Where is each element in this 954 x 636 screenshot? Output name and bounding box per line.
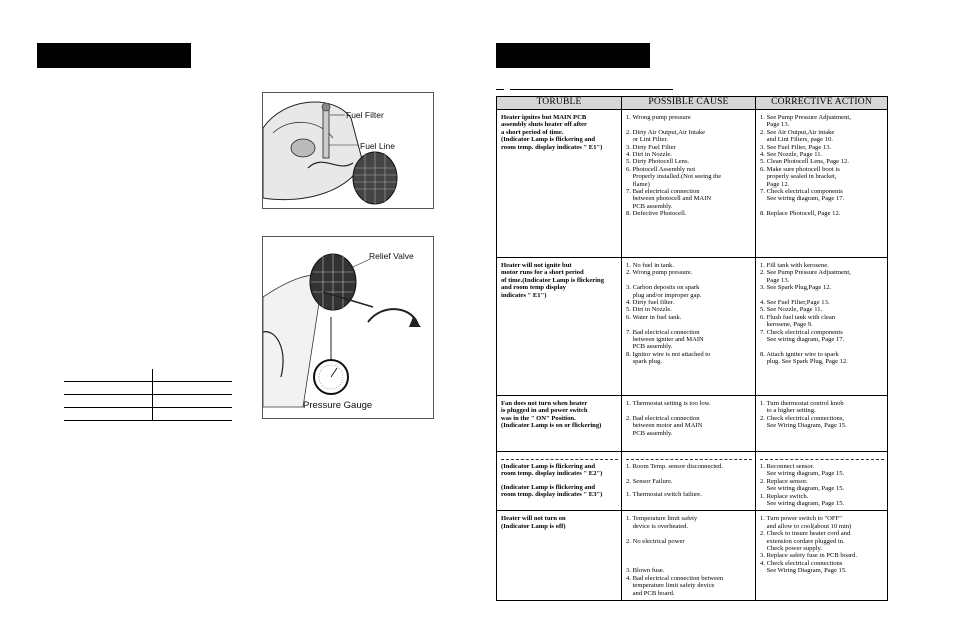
cell-text-line: 5. See Nozzle, Page 11.	[760, 306, 823, 314]
header-corrective-action: CORRECTIVE ACTION	[756, 97, 888, 110]
table-header-row	[497, 97, 888, 110]
fuel-line-label: Fuel Line	[360, 141, 395, 151]
cell-text-line: 4. See Fuel Filter,Page 13.	[760, 299, 830, 307]
cell-text-line: 1. Replace switch.	[760, 492, 809, 500]
cell-text-line: spark plug.	[626, 358, 662, 366]
table-row	[64, 369, 232, 382]
cell-text-line: Properly installed.(Not seeing the	[626, 173, 722, 181]
cell-text-line: 2. Check electrical connections,	[760, 414, 845, 422]
cause-e2	[626, 463, 752, 485]
cell-text-line: Page 13.	[760, 276, 790, 284]
cell-text-line: 3. Replace safety fuse in PCB board.	[760, 552, 858, 560]
cell-text-line: of time.(Indicator Lamp is flickering	[501, 276, 604, 284]
cell-text-line: 3. See Fuel Filter, Page 13.	[760, 143, 832, 151]
trouble-cell	[497, 258, 622, 396]
cell-text-line: 8. Attach igniter wire to spark	[760, 350, 839, 358]
cell-text-line: Heater ignites but MAIN PCB	[501, 114, 587, 121]
cell-text-line: plug. See Spark Plug, Page 12.	[760, 358, 848, 366]
cell-text-line: room temp. display indicates " E1")	[501, 143, 603, 151]
cause-cell	[622, 396, 756, 452]
dashed-separator	[760, 459, 884, 460]
action-cell	[756, 511, 888, 600]
cell-text-line: and Lint Filters, page 10.	[760, 136, 833, 144]
cell-text-line: 2. Wrong pump pressure.	[626, 269, 693, 277]
cell-text-line: See Wiring Diagram, Page 15.	[760, 567, 847, 575]
cell-text-line: and room temp display	[501, 284, 566, 292]
cell-text-line: 2. Replace sensor.	[760, 477, 808, 485]
cell-text-line: 1. Thermostat setting is too low.	[626, 400, 711, 407]
trouble-cell	[497, 110, 622, 258]
cell-text-line: PCB assembly.	[626, 202, 673, 210]
cell-text-line: 5. Dirty Photocell Lens.	[626, 158, 690, 166]
dashed-separator	[626, 459, 752, 460]
cell-text-line: and PCB board.	[626, 589, 675, 597]
table-row	[64, 408, 232, 421]
cell-text-line	[626, 545, 752, 552]
table-row	[497, 258, 888, 396]
troubleshooting-table	[496, 96, 888, 601]
cell-text-line: 2. No electrical power	[626, 537, 685, 545]
cell-text-line: 1. Room Temp. sensor disconnected.	[626, 463, 724, 470]
cell-text-line: between photocell and MAIN	[626, 195, 712, 203]
fuel-filter-label: Fuel Filter	[346, 110, 384, 120]
cell-text-line: See wiring diagram, Page 15.	[760, 470, 845, 478]
action-cell	[756, 396, 888, 452]
cell-text-line	[626, 407, 752, 414]
cell-text-line	[760, 343, 884, 350]
cell-text-line: 1. Reconnect sensor.	[760, 463, 815, 470]
cell-text-line: 4. See Nozzle, Page 11.	[760, 151, 823, 159]
table-row	[64, 382, 232, 395]
cell-text-line: indicates " E1")	[501, 291, 547, 299]
cell-text-line: Page 12.	[760, 180, 790, 188]
cell-text-line: 1. See Pump Pressure Adjustment,	[760, 114, 851, 121]
action-e2	[760, 463, 884, 493]
action-cell	[756, 110, 888, 258]
action-cell	[756, 258, 888, 396]
header-possible-cause: POSSIBLE CAUSE	[622, 97, 756, 110]
cell-text-line: is plugged in and power switch	[501, 407, 588, 415]
action-e3	[760, 493, 884, 508]
trouble-e3	[501, 484, 618, 499]
cell-text-line: 2. Dirty Air Output,Air Intake	[626, 128, 706, 136]
cause-cell	[622, 110, 756, 258]
cell-text-line: 2. Check to insure heater cord and	[760, 530, 851, 538]
cell-text-line: room temp. display indicates " E2")	[501, 470, 603, 478]
cell-text-line	[626, 321, 752, 328]
cell-text-line: 1. Wrong pump pressure	[626, 114, 691, 121]
cell-text-line: assembly shuts heater off after	[501, 121, 587, 129]
cell-text-line: 4. Dirty fuel filter.	[626, 299, 675, 307]
pressure-spec-table	[64, 369, 232, 421]
cell-text-line: 1. No fuel in tank.	[626, 262, 674, 269]
cell-text-line: See wiring diagram, Page 15.	[760, 500, 845, 508]
cell-text-line: device is overheated.	[626, 522, 689, 530]
cell-text-line	[626, 560, 752, 567]
cell-text-line: 8. Defective Photocell.	[626, 210, 687, 218]
cell-text-line: See Wiring Diagram, Page 15.	[760, 422, 847, 430]
trouble-cell	[497, 396, 622, 452]
cause-cell	[622, 258, 756, 396]
cell-text-line	[626, 470, 752, 477]
cell-text-line: kerosene, Page 9.	[760, 321, 813, 329]
pressure-gauge-label: Pressure Gauge	[303, 400, 373, 411]
action-cell	[756, 452, 888, 511]
cell-text-line: See wiring diagram, Page 17.	[760, 336, 845, 344]
cell-text-line: 7. Bad electrical connection	[626, 188, 700, 196]
cell-text-line: or Lint Filter.	[626, 136, 668, 144]
subheading-tick	[496, 89, 504, 90]
table-row	[497, 110, 888, 258]
header-trouble: TORUBLE	[497, 97, 622, 110]
dashed-separator	[501, 459, 618, 460]
cell-text-line: 7. Check electrical components	[760, 328, 843, 336]
cell-text-line: 2. See Pump Pressure Adjustment,	[760, 269, 851, 277]
trouble-cell	[497, 452, 622, 511]
cell-text-line: 5. Dirt in Nozzle.	[626, 306, 672, 314]
cell-text-line: Check power supply.	[760, 545, 823, 553]
cell-text-line: (Indicator Lamp is flickering and	[501, 483, 596, 491]
pressure-gauge-figure	[262, 236, 434, 419]
cell-text-line: plug and/or improper gap.	[626, 291, 702, 299]
cell-text-line: 2. Sensor Failure.	[626, 477, 673, 485]
cell-text-line: was in the " ON" Position.	[501, 414, 576, 422]
cell-text-line	[626, 277, 752, 284]
cause-cell	[622, 452, 756, 511]
trouble-cell	[497, 511, 622, 600]
cell-text-line: 5. Clean Photocell Lens, Page 12.	[760, 158, 849, 166]
right-section-header-bar	[496, 43, 650, 68]
cell-text-line: Fan does not turn when heater	[501, 400, 588, 407]
cell-text-line: (Indicator Lamp is flickering and	[501, 463, 596, 470]
cell-text-line: 3. Dirty Fuel Filter	[626, 143, 676, 151]
cell-text-line	[626, 530, 752, 537]
cell-text-line: 1. Turn power switch to "OFF"	[760, 515, 842, 523]
cell-text-line: extension cordare plugged in.	[760, 537, 845, 545]
cell-text-line: 4. Check electrical connections	[760, 559, 843, 567]
cell-text-line: 1. Turn thermostat control knob	[760, 400, 844, 407]
fuel-filter-figure	[262, 92, 434, 209]
cell-text-line: (Indicator Lamp is on or flickering)	[501, 422, 602, 430]
table-row	[497, 511, 888, 600]
cell-text-line: Heater will not ignite but	[501, 262, 572, 269]
cell-text-line: 1. Fill tank with kerosene.	[760, 262, 829, 269]
cell-text-line: (Indicator Lamp is off)	[501, 522, 566, 530]
cell-text-line: See wiring diagram, Page 15.	[760, 485, 845, 493]
cell-text-line	[760, 203, 884, 210]
table-row	[64, 395, 232, 408]
relief-valve-label: Relief Valve	[369, 251, 414, 261]
cell-text-line: 8. Replace Photocell, Page 12.	[760, 210, 841, 218]
cell-text-line: PCB assembly.	[626, 429, 673, 437]
cell-text-line: 6. Water in fuel tank.	[626, 313, 682, 321]
cell-text-line: 1. Temperature limit safety	[626, 515, 698, 523]
cell-text-line: flame)	[626, 180, 650, 188]
cell-text-line: 2. Bad electrical connection	[626, 414, 700, 422]
cell-text-line	[626, 552, 752, 559]
cell-text-line	[760, 292, 884, 299]
cell-text-line: between igniter and MAIN	[626, 336, 704, 344]
cell-text-line: See wiring diagram, Page 17.	[760, 195, 845, 203]
cell-text-line: and allow to cool(about 10 min)	[760, 522, 852, 530]
cell-text-line: 3. Blown fuse.	[626, 567, 665, 575]
cell-text-line: motor runs for a short period	[501, 269, 584, 277]
cell-text-line: 8. Ignitor wire is not attached to	[626, 350, 711, 358]
cell-text-line: (Indicator Lamp is flickering and	[501, 136, 596, 144]
cause-e3	[626, 491, 752, 498]
cell-text-line: 7. Bad electrical connection	[626, 328, 700, 336]
table-row	[497, 396, 888, 452]
cell-text-line: temperature limit safety device	[626, 582, 715, 590]
cell-text-line: room temp. display indicates " E3")	[501, 491, 603, 499]
left-section-header-bar	[37, 43, 191, 68]
cell-text-line: 6. Photocell Assembly not	[626, 165, 696, 173]
cell-text-line: 4. Bad electrical connection between	[626, 574, 724, 582]
cell-text-line: PCB assembly.	[626, 343, 673, 351]
cell-text-line: 3. Carbon deposits on spark	[626, 284, 700, 292]
subheading-underline	[510, 89, 673, 90]
cell-text-line: 1. Thermostat switch failure.	[626, 491, 702, 499]
cell-text-line: a short period of time.	[501, 128, 564, 136]
cell-text-line: between motor and MAIN	[626, 422, 703, 430]
cell-text-line: Heater will not turn on	[501, 515, 566, 523]
cell-text-line: 4. Dirt in Nozzle.	[626, 151, 672, 159]
trouble-e2	[501, 463, 618, 478]
cell-text-line: 2. See Air Output,Air intake	[760, 128, 835, 136]
cell-text-line: properly sealed in bracket,	[760, 173, 837, 181]
cell-text-line: Page 13.	[760, 121, 790, 129]
cell-text-line: 6. Flush fuel tank with clean	[760, 313, 836, 321]
cell-text-line: 7. Check electrical components	[760, 188, 843, 196]
cell-text-line: 6. Make sure photocell boot is	[760, 165, 840, 173]
cell-text-line: to a higher setting.	[760, 407, 816, 415]
table-row	[497, 452, 888, 511]
cause-cell	[622, 511, 756, 600]
cell-text-line: 3. See Spark Plug,Page 12.	[760, 284, 832, 292]
cell-text-line	[626, 121, 752, 128]
